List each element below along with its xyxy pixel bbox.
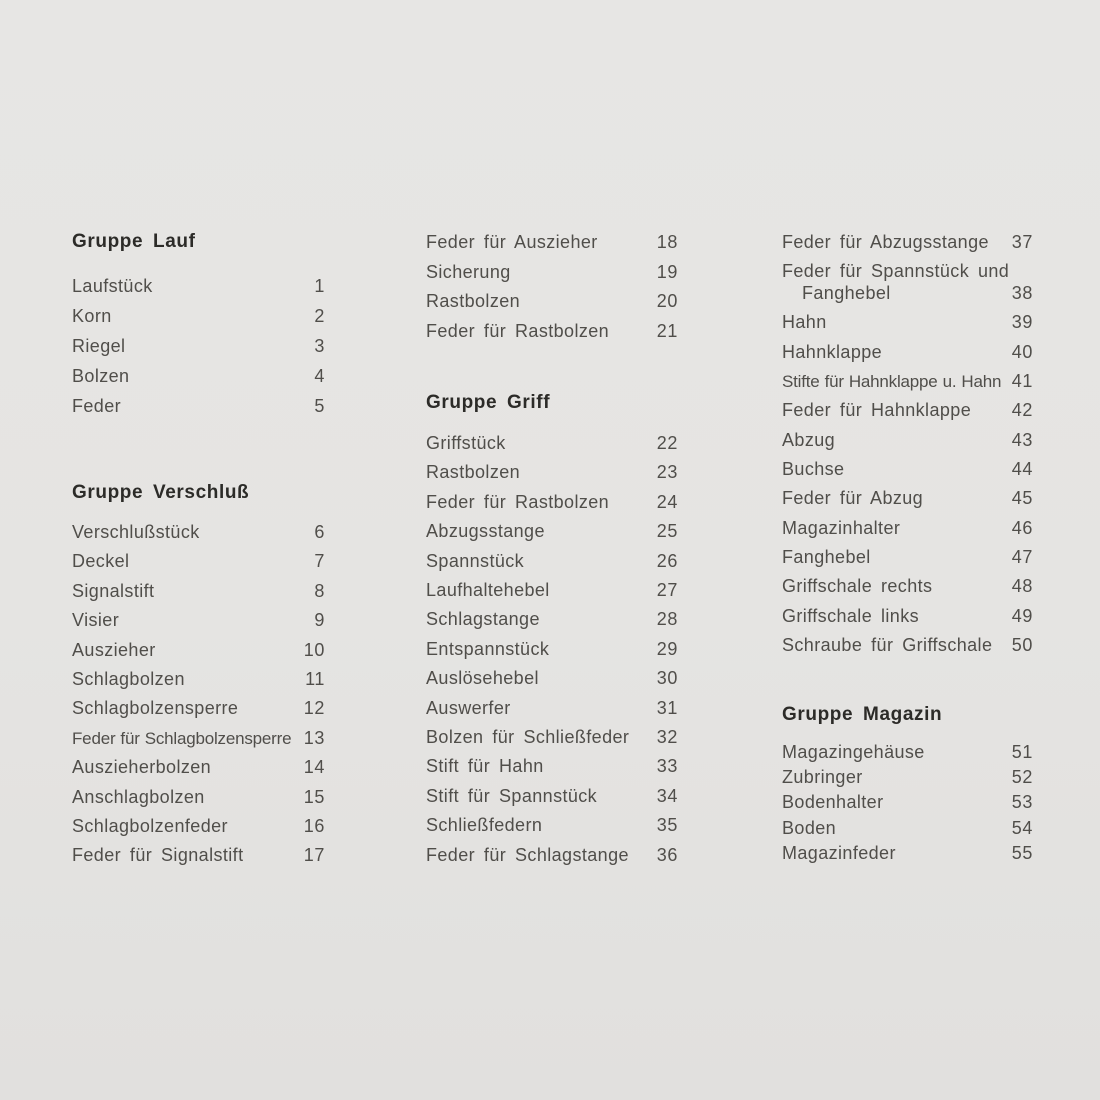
group-section: [782, 700, 1033, 866]
group-section: [426, 388, 678, 870]
part-name: Laufhaltehebel: [426, 580, 550, 601]
group-section: [782, 228, 1033, 660]
part-number: 6: [314, 522, 325, 542]
part-name: Abzugsstange: [426, 521, 545, 542]
part-name: Schlagbolzenfeder: [72, 816, 228, 837]
parts-row: [426, 228, 678, 258]
part-number: 32: [656, 727, 678, 748]
part-name: Griffschale rechts: [782, 576, 933, 597]
part-number: 24: [656, 491, 678, 512]
part-name-line2-row: [782, 282, 1033, 304]
part-name-line1: Feder für Spannstück und: [782, 261, 1010, 282]
part-number: 12: [303, 698, 325, 719]
part-number: 28: [656, 609, 678, 630]
part-name: Magazinfeder: [782, 842, 896, 863]
part-name: Stift für Spannstück: [426, 785, 598, 806]
part-number: 19: [656, 261, 678, 282]
parts-row: [782, 484, 1033, 513]
parts-column-2: [426, 0, 678, 1100]
part-name: Schlagstange: [426, 609, 540, 630]
parts-row: [72, 636, 325, 665]
parts-row: [72, 812, 325, 841]
part-number: 53: [1011, 792, 1033, 813]
parts-row: [426, 317, 678, 347]
part-number: 50: [1011, 635, 1033, 656]
part-name: Magazinhalter: [782, 517, 901, 538]
part-name: Rastbolzen: [426, 462, 521, 483]
part-name: Stifte für Hahnklappe u. Hahn: [782, 372, 1002, 392]
parts-row: [426, 576, 678, 605]
parts-row: [782, 572, 1033, 601]
part-name: Stift für Hahn: [426, 756, 544, 777]
parts-row: [426, 605, 678, 634]
parts-row: [72, 577, 325, 606]
parts-row: [782, 790, 1033, 815]
part-number: 23: [656, 462, 678, 483]
parts-row: [426, 811, 678, 840]
part-number: 54: [1011, 817, 1033, 838]
parts-row: [782, 841, 1033, 866]
part-number: 9: [314, 610, 325, 631]
part-number: 5: [314, 396, 325, 416]
part-number: 15: [303, 786, 325, 807]
parts-row: [426, 458, 678, 487]
parts-row: [426, 723, 678, 752]
parts-row: [782, 228, 1033, 257]
parts-row: [782, 367, 1033, 396]
part-name: Griffschale links: [782, 605, 920, 626]
part-name: Spannstück: [426, 550, 525, 571]
part-number: 30: [656, 668, 678, 689]
part-name: Schließfedern: [426, 815, 543, 836]
group-heading: Gruppe Magazin: [782, 704, 943, 725]
part-name: Feder für Hahnklappe: [782, 400, 972, 421]
part-number: 26: [656, 550, 678, 571]
part-number: 46: [1011, 517, 1033, 538]
part-number: 21: [656, 320, 678, 341]
parts-row: [426, 287, 678, 317]
parts-row: [782, 514, 1033, 543]
part-name: Auszieherbolzen: [72, 757, 212, 778]
part-number: 41: [1011, 371, 1033, 392]
part-number: 37: [1011, 232, 1033, 252]
parts-row: [426, 664, 678, 693]
part-name: Bodenhalter: [782, 792, 884, 813]
part-number: 35: [656, 815, 678, 836]
part-name: Anschlagbolzen: [72, 786, 205, 807]
parts-row: [72, 694, 325, 723]
part-name: Deckel: [72, 551, 130, 572]
part-number: 34: [656, 785, 678, 806]
part-name: Abzug: [782, 429, 836, 450]
part-number: 44: [1011, 459, 1033, 480]
parts-row: [782, 308, 1033, 337]
group-heading: Gruppe Verschluß: [72, 482, 250, 503]
parts-row: [782, 543, 1033, 572]
part-name: Visier: [72, 610, 120, 631]
part-number: 31: [656, 697, 678, 718]
parts-row: [782, 455, 1033, 484]
part-name: Bolzen: [72, 366, 130, 386]
part-number: 22: [656, 433, 678, 453]
part-name: Riegel: [72, 336, 126, 356]
part-name: Rastbolzen: [426, 291, 521, 311]
part-number: 42: [1011, 400, 1033, 421]
parts-row: [72, 841, 325, 870]
parts-row: [72, 606, 325, 635]
part-name: Zubringer: [782, 767, 863, 788]
part-number: 2: [314, 306, 325, 326]
group-section: [72, 227, 325, 421]
part-number: 51: [1011, 742, 1033, 762]
part-name: Feder für Signalstift: [72, 845, 244, 866]
part-name: Buchse: [782, 459, 845, 480]
part-number: 11: [305, 669, 325, 690]
parts-row: [782, 338, 1033, 367]
part-number: 17: [303, 845, 325, 866]
part-number: 39: [1011, 312, 1033, 333]
part-name: Schraube für Griffschale: [782, 635, 993, 656]
parts-row: [426, 694, 678, 723]
parts-row: [426, 517, 678, 546]
parts-row: [426, 258, 678, 288]
parts-row: [426, 752, 678, 781]
parts-row: [782, 816, 1033, 841]
part-name: Magazingehäuse: [782, 742, 925, 762]
part-name: Feder für Schlagbolzensperre: [72, 728, 292, 748]
part-number: 7: [314, 551, 325, 572]
parts-row: [782, 396, 1033, 425]
part-number: 13: [303, 727, 325, 748]
part-name: Korn: [72, 306, 112, 326]
part-name: Feder für Schlagstange: [426, 844, 629, 865]
part-name: Feder für Rastbolzen: [426, 491, 610, 512]
part-number: 33: [656, 756, 678, 777]
part-number: 43: [1011, 429, 1033, 450]
parts-row: [72, 271, 325, 301]
part-number: 49: [1011, 605, 1033, 626]
group-heading: Gruppe Griff: [426, 392, 551, 413]
part-name: Verschlußstück: [72, 522, 200, 542]
group-section: [426, 228, 678, 346]
parts-row: [72, 547, 325, 576]
part-number: 45: [1011, 488, 1033, 509]
part-number: 16: [303, 816, 325, 837]
part-number: 4: [314, 366, 325, 386]
part-name: Griffstück: [426, 433, 506, 453]
part-name: Auslösehebel: [426, 668, 539, 689]
part-number: 38: [1011, 283, 1033, 304]
parts-row: [72, 724, 325, 753]
part-name: Sicherung: [426, 261, 511, 282]
parts-row: [426, 429, 678, 458]
part-name: Entspannstück: [426, 638, 550, 659]
part-number: 55: [1011, 842, 1033, 863]
parts-row: [72, 361, 325, 391]
part-number: 25: [656, 521, 678, 542]
part-number: 29: [656, 638, 678, 659]
part-number: 52: [1011, 767, 1033, 788]
part-number: 10: [303, 639, 325, 660]
group-section: [72, 478, 325, 871]
parts-row: [782, 631, 1033, 660]
part-number: 40: [1011, 341, 1033, 362]
part-number: 18: [656, 232, 678, 252]
part-number: 8: [314, 580, 325, 601]
part-name: Fanghebel: [802, 283, 891, 304]
part-name: Signalstift: [72, 580, 155, 601]
parts-row: [426, 635, 678, 664]
part-name: Feder für Abzugsstange: [782, 232, 989, 252]
parts-row: [782, 257, 1033, 308]
parts-row: [72, 331, 325, 361]
part-name: Boden: [782, 817, 837, 838]
part-number: 1: [314, 276, 325, 296]
parts-row: [72, 301, 325, 331]
part-name: Auszieher: [72, 639, 156, 660]
part-number: 36: [656, 844, 678, 865]
parts-column-3: [782, 0, 1033, 1100]
part-name: Laufstück: [72, 276, 153, 296]
part-number: 47: [1011, 547, 1033, 568]
part-number: 20: [656, 291, 678, 311]
parts-row: [782, 602, 1033, 631]
part-number: 3: [314, 336, 325, 356]
part-name: Auswerfer: [426, 697, 511, 718]
parts-row: [426, 782, 678, 811]
part-name: Feder für Auszieher: [426, 232, 598, 252]
part-name: Fanghebel: [782, 547, 871, 568]
part-name: Hahnklappe: [782, 341, 883, 362]
group-heading: Gruppe Lauf: [72, 231, 196, 252]
parts-row: [426, 841, 678, 870]
parts-row: [72, 518, 325, 547]
part-number: 48: [1011, 576, 1033, 597]
parts-row: [782, 765, 1033, 790]
parts-row: [782, 740, 1033, 765]
parts-row: [72, 665, 325, 694]
part-name: Feder für Rastbolzen: [426, 320, 610, 341]
part-name: Feder: [72, 396, 122, 416]
part-name: Bolzen für Schließfeder: [426, 727, 630, 748]
parts-row: [72, 753, 325, 782]
part-name: Schlagbolzensperre: [72, 698, 239, 719]
parts-row: [72, 391, 325, 421]
parts-row: [782, 426, 1033, 455]
part-number: 27: [656, 580, 678, 601]
part-name: Feder für Abzug: [782, 488, 924, 509]
part-name: Schlagbolzen: [72, 669, 185, 690]
parts-row: [72, 783, 325, 812]
parts-row: [426, 547, 678, 576]
part-name: Hahn: [782, 312, 827, 333]
parts-column-1: [72, 0, 325, 1100]
part-number: 14: [303, 757, 325, 778]
parts-row: [426, 488, 678, 517]
